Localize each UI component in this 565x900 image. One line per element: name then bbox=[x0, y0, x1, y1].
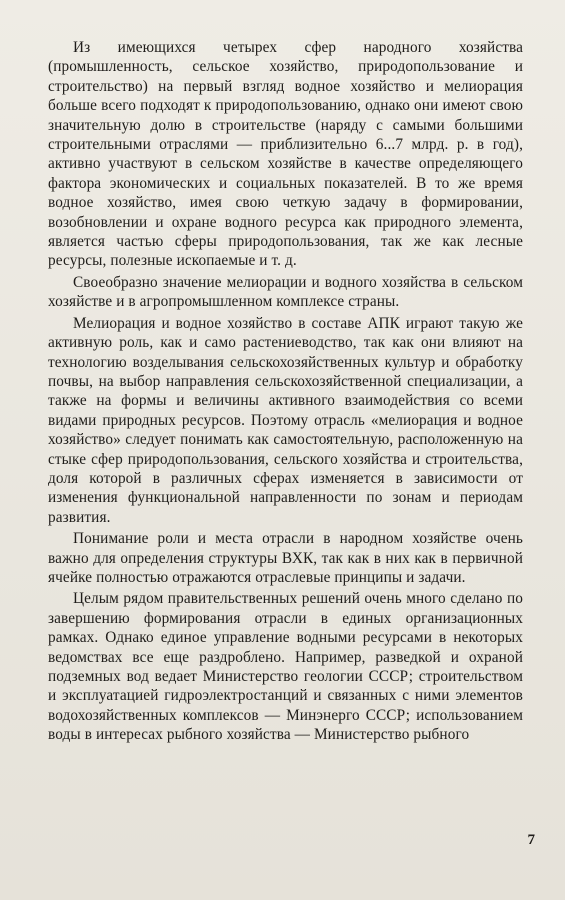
paragraph-3: Мелиорация и водное хозяйство в составе АПК играют такую же активную роль, как и само растениеводство, так как они влияют на технологию возделывания сельскохозяйственных культур и обработку почвы, на выбор направления сельскохозяйственной специализации, а также на формы и величины активного взаимодействия со всеми видами природных ресурсов. Поэтому отрасль «мелиорация и водное хозяйство» следует понимать как самостоятельную, расположенную на стыке сфер природопользования, сельского хозяйства и строительства, доля которой в различных сферах изменяется в зависимости от изменения функциональной направленности по зонам и периодам развития. bbox=[48, 314, 523, 526]
paragraph-1: Из имеющихся четырех сфер народного хозяйства (промышленность, сельское хозяйство, природопользование и строительство) на первый взгляд водное хозяйство и мелиорация больше всего подходят к природопользованию, однако они имеют свою значительную долю в строительстве (наряду с самыми большими строительными отраслями — приблизительно 6...7 млрд. р. в год), активно участвуют в сельском хозяйстве в качестве определяющего фактора экономических и социальных показателей. В то же время водное хозяйство, имея свою четкую задачу в формировании, возобновлении и охране водного ресурса как природного элемента, является частью сферы природопользования, так же как лесные ресурсы, полезные ископаемые и т. д. bbox=[48, 39, 523, 270]
paragraph-2: Своеобразно значение мелиорации и водного хозяйства в сельском хозяйстве и в агропромышленном комплексе страны. bbox=[48, 273, 523, 311]
page-number: 7 bbox=[527, 832, 535, 848]
paragraph-4: Понимание роли и места отрасли в народном хозяйстве очень важно для определения структуры ВХК, так как в них как в первичной ячейке полностью отражаются отраслевые принципы и задачи. bbox=[48, 530, 523, 586]
paragraph-5: Целым рядом правительственных решений очень много сделано по завершению формирования отрасли в единых организационных рамках. Однако единое управление водными ресурсами в некоторых ведомствах все еще раздроблено. Например, разведкой и охраной подземных вод ведает Министерство геологии СССР; строительством и эксплуатацией гидроэлектростанций и связанных с ними элементов водохозяйственных комплексов — Минэнерго СССР; использованием воды в интересах рыбного хозяйства — Министерство рыбного bbox=[48, 590, 523, 744]
